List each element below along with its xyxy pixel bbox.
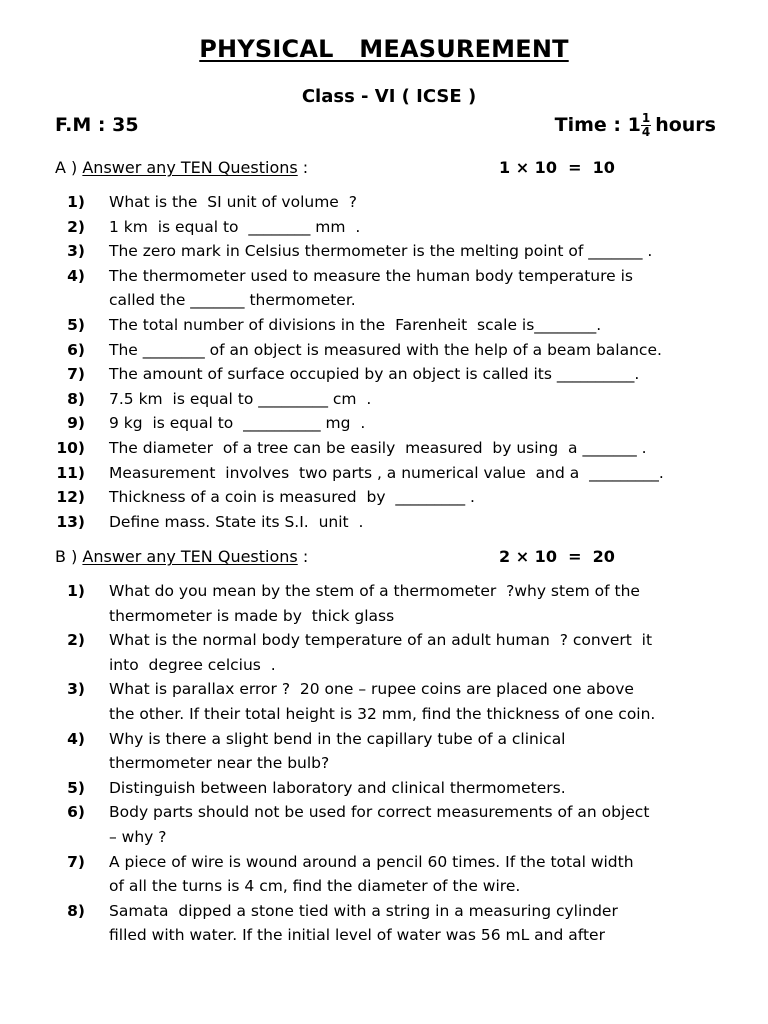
section-a-instruction: Answer any TEN Questions [82, 158, 298, 177]
question-number: 13) [56, 512, 85, 531]
question-item [55, 436, 725, 461]
question-number: 7) [67, 852, 85, 871]
question-text: The thermometer used to measure the human body temperature is called the _______ thermometer. [109, 266, 633, 310]
question-text: Body parts should not be used for correct measurements of an object – why ? [109, 803, 650, 846]
time-fraction-numerator: 1 [641, 110, 651, 125]
page-title [0, 35, 768, 63]
question-text: Why is there a slight bend in the capillary tube of a clinical thermometer near the bulb? [109, 729, 566, 773]
question-number: 8) [67, 389, 85, 408]
question-number: 12) [56, 488, 85, 507]
question-number: 11) [56, 463, 85, 482]
question-item [55, 850, 725, 899]
section-b-marks: 2 × 10 = 20 [499, 547, 615, 566]
question-item [55, 776, 725, 801]
question-text: What is the SI unit of volume ? [109, 193, 357, 211]
question-item [55, 215, 725, 240]
question-number: 2) [67, 217, 85, 236]
question-text: The amount of surface occupied by an object is called its __________. [109, 365, 640, 384]
question-item [55, 800, 725, 849]
question-text: Thickness of a coin is measured by _________ . [109, 488, 475, 507]
question-item [55, 485, 725, 510]
page-title-text: PHYSICAL MEASUREMENT [199, 35, 569, 63]
question-item [55, 899, 725, 948]
question-item [55, 411, 725, 436]
question-item [55, 579, 725, 628]
question-item [55, 727, 725, 776]
question-text: Define mass. State its S.I. unit . [109, 512, 364, 531]
section-b-label: B ) [55, 547, 83, 566]
question-text: The diameter of a tree can be easily measured by using a _______ . [109, 439, 647, 457]
question-text: A piece of wire is wound around a pencil 60 times. If the total width of all the turns is 4 cm, find the diameter of the wire. [109, 852, 634, 896]
question-text: What is parallax error ? 20 one – rupee coins are placed one above the other. If their total height is 32 mm, find the thickness of one coin. [109, 680, 656, 723]
question-text: The zero mark in Celsius thermometer is the melting point of _______ . [109, 242, 653, 261]
time-suffix: hours [655, 114, 716, 136]
section-b-instruction: Answer any TEN Questions [82, 547, 298, 566]
question-item [55, 190, 725, 215]
question-item [55, 510, 725, 535]
question-number: 3) [67, 680, 85, 699]
question-item [55, 461, 725, 486]
question-number: 7) [67, 365, 85, 384]
question-number: 4) [67, 266, 85, 285]
question-item [55, 264, 725, 313]
question-number: 5) [67, 778, 85, 797]
question-number: 6) [67, 340, 85, 359]
time-fraction-denominator: 4 [641, 124, 651, 139]
question-text: The total number of divisions in the Farenheit scale is________. [109, 316, 602, 334]
question-text: What is the normal body temperature of an adult human ? convert it into degree celcius . [109, 631, 653, 674]
question-number: 1) [67, 582, 85, 600]
section-b-heading [55, 547, 308, 566]
question-text: Distinguish between laboratory and clinical thermometers. [109, 778, 566, 797]
question-text: Measurement involves two parts , a numerical value and a _________. [109, 463, 664, 482]
question-text: The ________ of an object is measured with the help of a beam balance. [109, 340, 662, 359]
question-number: 10) [56, 439, 85, 457]
question-item [55, 677, 725, 726]
question-number: 8) [67, 901, 85, 920]
section-a-marks: 1 × 10 = 10 [499, 158, 615, 177]
question-number: 4) [67, 729, 85, 748]
question-text: 9 kg is equal to __________ mg . [109, 414, 366, 433]
question-number: 2) [67, 631, 85, 650]
time-fraction [641, 112, 651, 139]
question-item [55, 239, 725, 264]
question-number: 6) [67, 803, 85, 822]
section-a-label: A ) [55, 158, 83, 177]
section-b-colon: : [297, 547, 309, 566]
question-item [55, 628, 725, 677]
question-item [55, 313, 725, 338]
question-number: 9) [67, 414, 85, 433]
question-text: Samata dipped a stone tied with a string in a measuring cylinder filled with water. If the initial level of water was 56 mL and after [109, 901, 618, 945]
question-text: 1 km is equal to ________ mm . [109, 217, 361, 236]
question-item [55, 362, 725, 387]
section-a-heading [55, 158, 308, 177]
time-allowed [555, 104, 716, 146]
question-number: 1) [67, 193, 85, 211]
question-text: What do you mean by the stem of a thermometer ?why stem of the thermometer is made by thick glass [109, 582, 640, 625]
full-marks: F.M : 35 [55, 114, 139, 136]
question-text: 7.5 km is equal to _________ cm . [109, 389, 372, 408]
question-number: 3) [67, 242, 85, 261]
question-item [55, 338, 725, 363]
question-number: 5) [67, 316, 85, 334]
question-item [55, 387, 725, 412]
section-a-colon: : [297, 158, 309, 177]
time-prefix: Time : 1 [554, 114, 641, 136]
class-line: Class - VI ( ICSE ) [301, 86, 477, 107]
